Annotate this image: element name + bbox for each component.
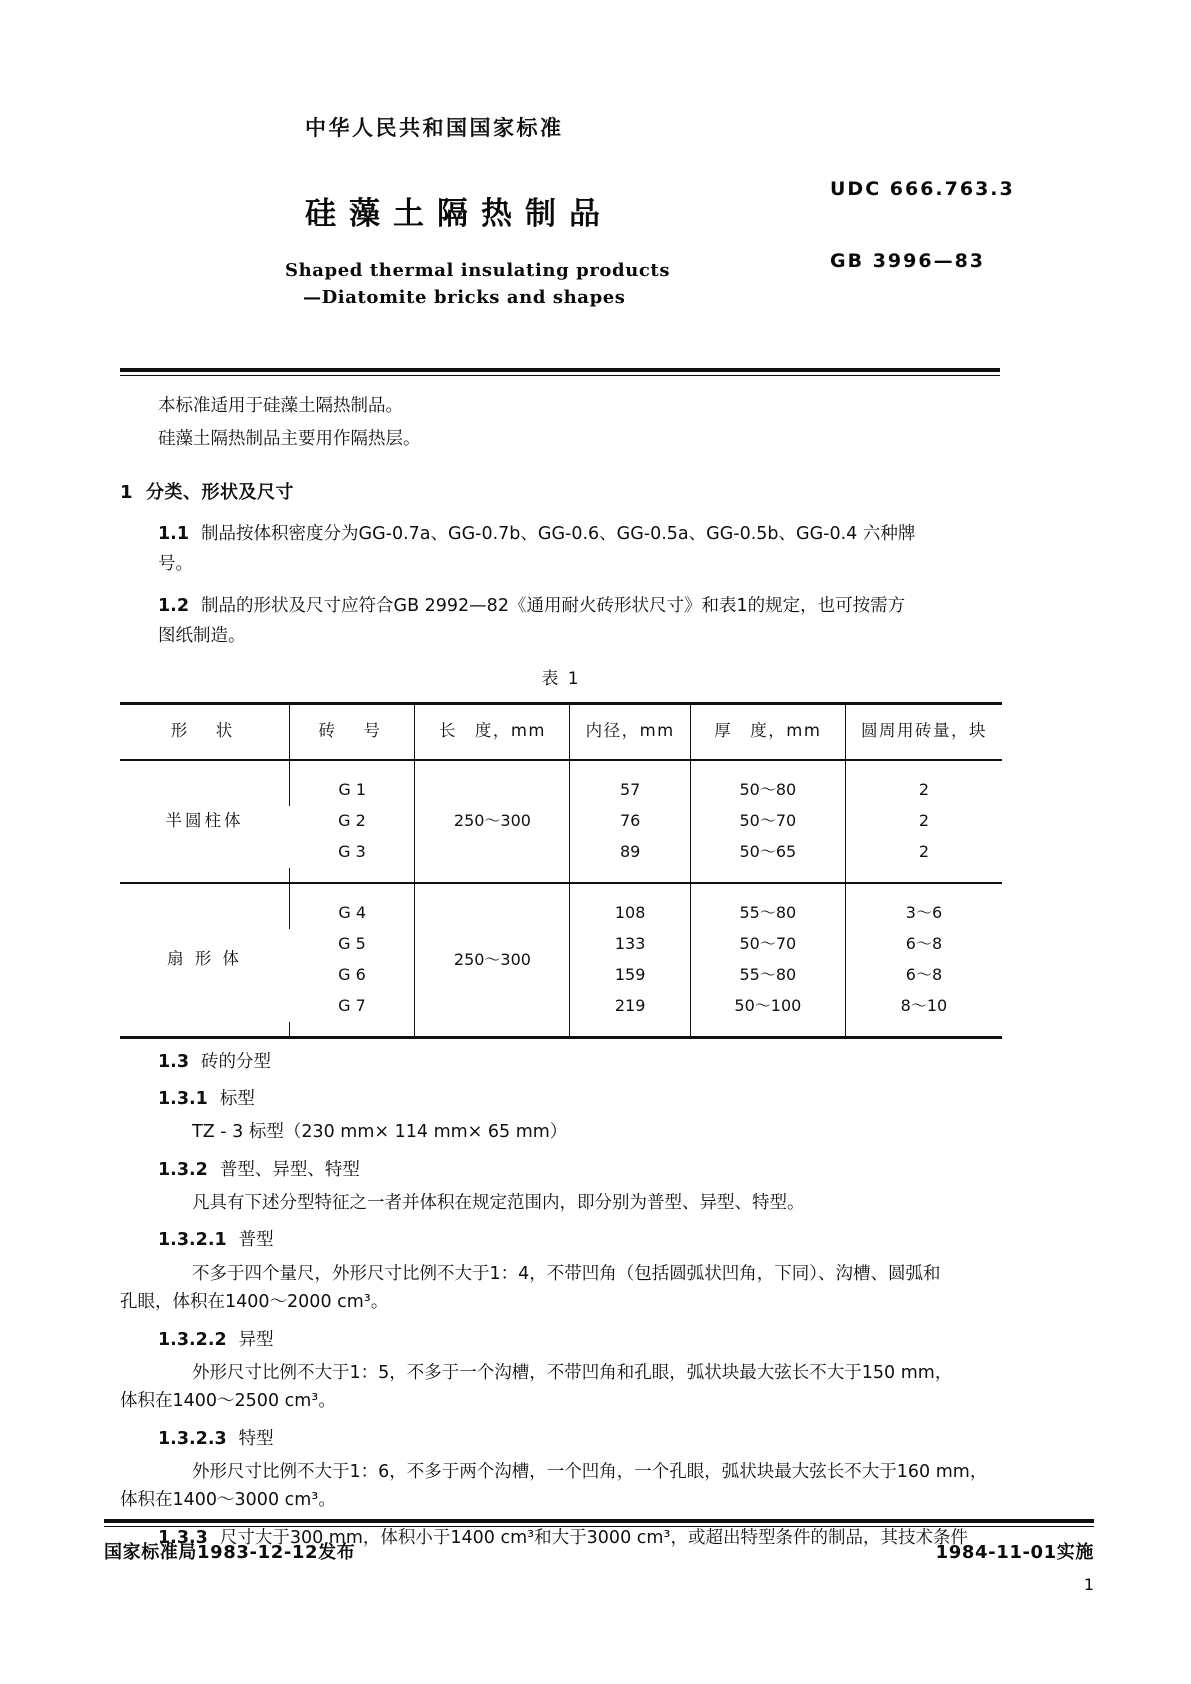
document-body: [120, 392, 1002, 1552]
clause-1-3-3-body: 尺寸大于300 mm，体积小于1400 cm³和大于3000 cm³，或超出特型条件的制品，其技术条件: [219, 1527, 968, 1548]
clause-1-3-2-body: 凡具有下述分型特征之一者并体积在规定范围内，即分别为普型、异型、特型。: [192, 1193, 805, 1214]
cell-bricks-per-circle: 3～6: [845, 898, 1002, 929]
clause-1-3-2-label: 1.3.2: [158, 1159, 208, 1180]
footer-issued-by: 国家标准局1983-12-12发布: [104, 1542, 356, 1563]
cell-inner-diameter: 133: [570, 929, 690, 960]
cell-length: 250～300: [415, 775, 570, 868]
clause-1-3-2-2-body: [120, 1359, 1002, 1416]
standard-number: GB 3996—83: [830, 250, 986, 272]
clause-1-3-2-3-body: [120, 1458, 1002, 1515]
clause-1-2: [120, 592, 1002, 651]
section-1-title: 分类、形状及尺寸: [146, 481, 295, 503]
clause-1-3-2-1-label: 1.3.2.1: [158, 1230, 227, 1251]
cell-bricks-per-circle: 6～8: [845, 960, 1002, 991]
cell-thickness: 55～80: [690, 898, 845, 929]
clause-1-1-text: 制品按体积密度分为GG-0.7a、GG-0.7b、GG-0.6、GG-0.5a、GG-0.5b、GG-0.4 六种牌: [201, 523, 916, 544]
clause-1-3-2-2-line1: 外形尺寸比例不大于1：5，不多于一个沟槽，不带凹角和孔眼，弧状块最大弦长不大于150 mm，: [192, 1362, 953, 1383]
clause-1-3-2-3-line2: 体积在1400～3000 cm³。: [120, 1490, 336, 1511]
clause-1-3-2-1-title: 普型: [238, 1230, 274, 1251]
clause-1-3-2-1-line1: 不多于四个量尺，外形尺寸比例不大于1：4，不带凹角（包括圆弧状凹角，下同）、沟槽、圆弧和: [192, 1263, 941, 1284]
cell-inner-diameter: 159: [570, 960, 690, 991]
cell-thickness: 50～70: [690, 929, 845, 960]
cell-length: 250～300: [415, 898, 570, 1022]
clause-1-3-title: 砖的分型: [201, 1051, 272, 1072]
clause-1-1-label: 1.1: [158, 523, 190, 544]
cell-shape: 扇 形 体: [167, 949, 243, 969]
udc-code: UDC 666.763.3: [830, 178, 1015, 200]
clause-1-1: [120, 520, 1002, 579]
clause-1-3-1-label: 1.3.1: [158, 1089, 208, 1110]
cell-brick-no: G 4: [290, 898, 415, 929]
table-row-spacer: [120, 883, 1002, 898]
clause-1-3-2-2-label: 1.3.2.2: [158, 1329, 227, 1350]
cell-brick-no: G 3: [338, 842, 366, 862]
clause-1-3-2-3-label: 1.3.2.3: [158, 1428, 227, 1449]
cell-brick-no: G 1: [290, 775, 415, 806]
col-header-brick-no: 砖 号: [290, 703, 415, 760]
clause-1-3-2: [120, 1156, 1002, 1184]
clause-1-3-2-1-body: [120, 1260, 1002, 1317]
col-header-inner-diameter: 内径，mm: [570, 703, 690, 760]
clause-1-3-label: 1.3: [158, 1051, 190, 1072]
cell-bricks-per-circle: 2: [845, 806, 1002, 837]
cell-thickness: 50～65: [690, 837, 845, 868]
table-group-divider: [120, 868, 1002, 883]
clause-1-1-text-cont: 号。: [158, 554, 193, 575]
intro-line-2: 硅藻土隔热制品主要用作隔热层。: [158, 429, 421, 450]
cell-brick-no: G 6: [338, 965, 366, 985]
clause-1-3-1-title: 标型: [219, 1089, 255, 1110]
clause-1-3-2-title: 普型、异型、特型: [219, 1159, 360, 1180]
clause-1-2-text: 制品的形状及尺寸应符合GB 2992—82《通用耐火砖形状尺寸》和表1的规定，也可按需方: [201, 595, 906, 616]
footer-effective-date: 1984-11-01实施: [935, 1542, 1094, 1563]
clause-1-3-2-2: [120, 1326, 1002, 1354]
clause-1-3: [120, 1048, 1002, 1076]
clause-1-3-2-3-title: 特型: [238, 1428, 274, 1449]
standard-codes: [830, 178, 1070, 272]
col-header-length: 长 度，mm: [415, 703, 570, 760]
table-1-header-row: [120, 703, 1002, 760]
table-1: [120, 702, 1002, 1039]
section-1-number: 1: [120, 481, 134, 503]
document-title-cn: 硅藻土隔热制品: [305, 196, 613, 232]
document-title-en-line2: —Diatomite bricks and shapes: [303, 287, 626, 308]
document-title-en-line1: Shaped thermal insulating products: [285, 260, 671, 281]
clause-1-3-2-2-title: 异型: [238, 1329, 274, 1350]
cell-bricks-per-circle: 8～10: [845, 991, 1002, 1022]
clause-1-2-label: 1.2: [158, 595, 190, 616]
table-row: [120, 775, 1002, 806]
cell-inner-diameter: 219: [570, 991, 690, 1022]
cell-brick-no: G 7: [338, 996, 366, 1016]
header-divider-thick: [120, 368, 1000, 372]
table-1-caption: 表 1: [541, 669, 581, 690]
table-row: [120, 898, 1002, 929]
page-number: 1: [1083, 1575, 1094, 1594]
cell-brick-no: G 5: [338, 934, 366, 954]
cell-inner-diameter: 108: [570, 898, 690, 929]
clause-1-2-text-cont: 图纸制造。: [158, 625, 246, 646]
cell-thickness: 50～70: [690, 806, 845, 837]
intro-line-1: 本标准适用于硅藻土隔热制品。: [158, 396, 403, 416]
cell-thickness: 55～80: [690, 960, 845, 991]
cell-thickness: 50～100: [690, 991, 845, 1022]
clause-1-3-3-label: 1.3.3: [158, 1527, 208, 1548]
cell-thickness: 50～80: [690, 775, 845, 806]
table-bottom-spacer: [120, 1022, 1002, 1038]
header-divider-thin: [120, 375, 1000, 376]
footer-divider-thin: [104, 1526, 1094, 1527]
cell-inner-diameter: 57: [570, 775, 690, 806]
col-header-shape: 形 状: [120, 703, 290, 760]
table-row-spacer: [120, 760, 1002, 775]
national-standard-line: 中华人民共和国国家标准: [305, 116, 564, 140]
cell-inner-diameter: 89: [570, 837, 690, 868]
cell-bricks-per-circle: 6～8: [845, 929, 1002, 960]
clause-1-3-2-2-line2: 体积在1400～2500 cm³。: [120, 1391, 336, 1412]
footer-divider-thick: [104, 1519, 1094, 1523]
cell-shape: 半圆柱体: [165, 810, 244, 830]
clause-1-3-1: [120, 1085, 1002, 1113]
clause-1-3-2-3: [120, 1425, 1002, 1453]
clause-1-3-2-1-line2: 孔眼，体积在1400～2000 cm³。: [120, 1292, 389, 1313]
clause-1-3-1-body: TZ - 3 标型（230 mm× 114 mm× 65 mm）: [192, 1122, 568, 1143]
intro-paragraph: [120, 392, 1002, 454]
col-header-bricks-per-circle: 圆周用砖量，块: [845, 703, 1002, 760]
clause-1-3-2-1: [120, 1226, 1002, 1254]
cell-inner-diameter: 76: [570, 806, 690, 837]
clause-1-3-2-3-line1: 外形尺寸比例不大于1：6，不多于两个沟槽，一个凹角，一个孔眼，弧状块最大弦长不大于160 mm，: [192, 1461, 988, 1482]
cell-bricks-per-circle: 2: [845, 837, 1002, 868]
section-1-heading: [120, 478, 1002, 507]
cell-brick-no: G 2: [338, 811, 366, 831]
col-header-thickness: 厚 度，mm: [690, 703, 845, 760]
cell-bricks-per-circle: 2: [845, 775, 1002, 806]
